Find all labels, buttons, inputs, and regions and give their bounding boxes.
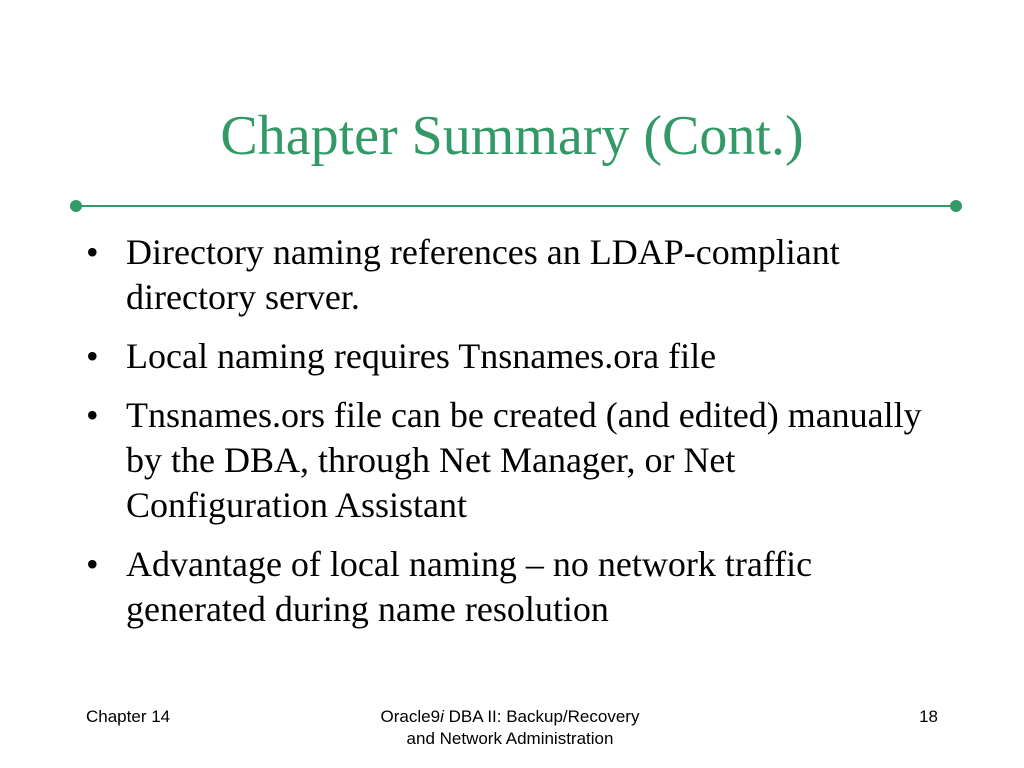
footer-course-rest: DBA II: Backup/Recovery	[443, 707, 640, 726]
footer-course-prefix: Oracle9	[380, 707, 441, 726]
bullet-marker: •	[86, 232, 99, 272]
bullet-text: Advantage of local naming – no network traffic generated during name resolution	[126, 544, 813, 629]
footer-course-line-1	[300, 706, 720, 728]
bullet-item	[86, 334, 926, 379]
bullet-text: Directory naming references an LDAP-compliant directory server.	[126, 232, 840, 317]
bullet-marker: •	[86, 544, 99, 584]
divider-dot-right	[950, 200, 962, 212]
bullet-item	[86, 230, 926, 320]
bullet-marker: •	[86, 395, 99, 435]
slide-title: Chapter Summary (Cont.)	[220, 105, 804, 167]
bullet-text: Tnsnames.ors file can be created (and edited) manually by the DBA, through Net Manager, or Net Configuration Assistant	[126, 395, 922, 525]
divider-line	[76, 205, 956, 207]
bullet-marker: •	[86, 336, 99, 376]
bullet-item	[86, 393, 926, 528]
footer-course-line-2: and Network Administration	[406, 729, 614, 748]
footer-page-number: 18	[919, 707, 938, 726]
footer-course-title	[300, 706, 720, 750]
bullet-item	[86, 542, 926, 632]
bullet-list	[86, 230, 926, 646]
title-divider	[70, 196, 962, 216]
divider-dot-left	[70, 200, 82, 212]
footer-chapter: Chapter 14	[86, 707, 171, 726]
bullet-text: Local naming requires Tnsnames.ora file	[126, 336, 717, 376]
footer-course-italic: i	[440, 707, 444, 726]
